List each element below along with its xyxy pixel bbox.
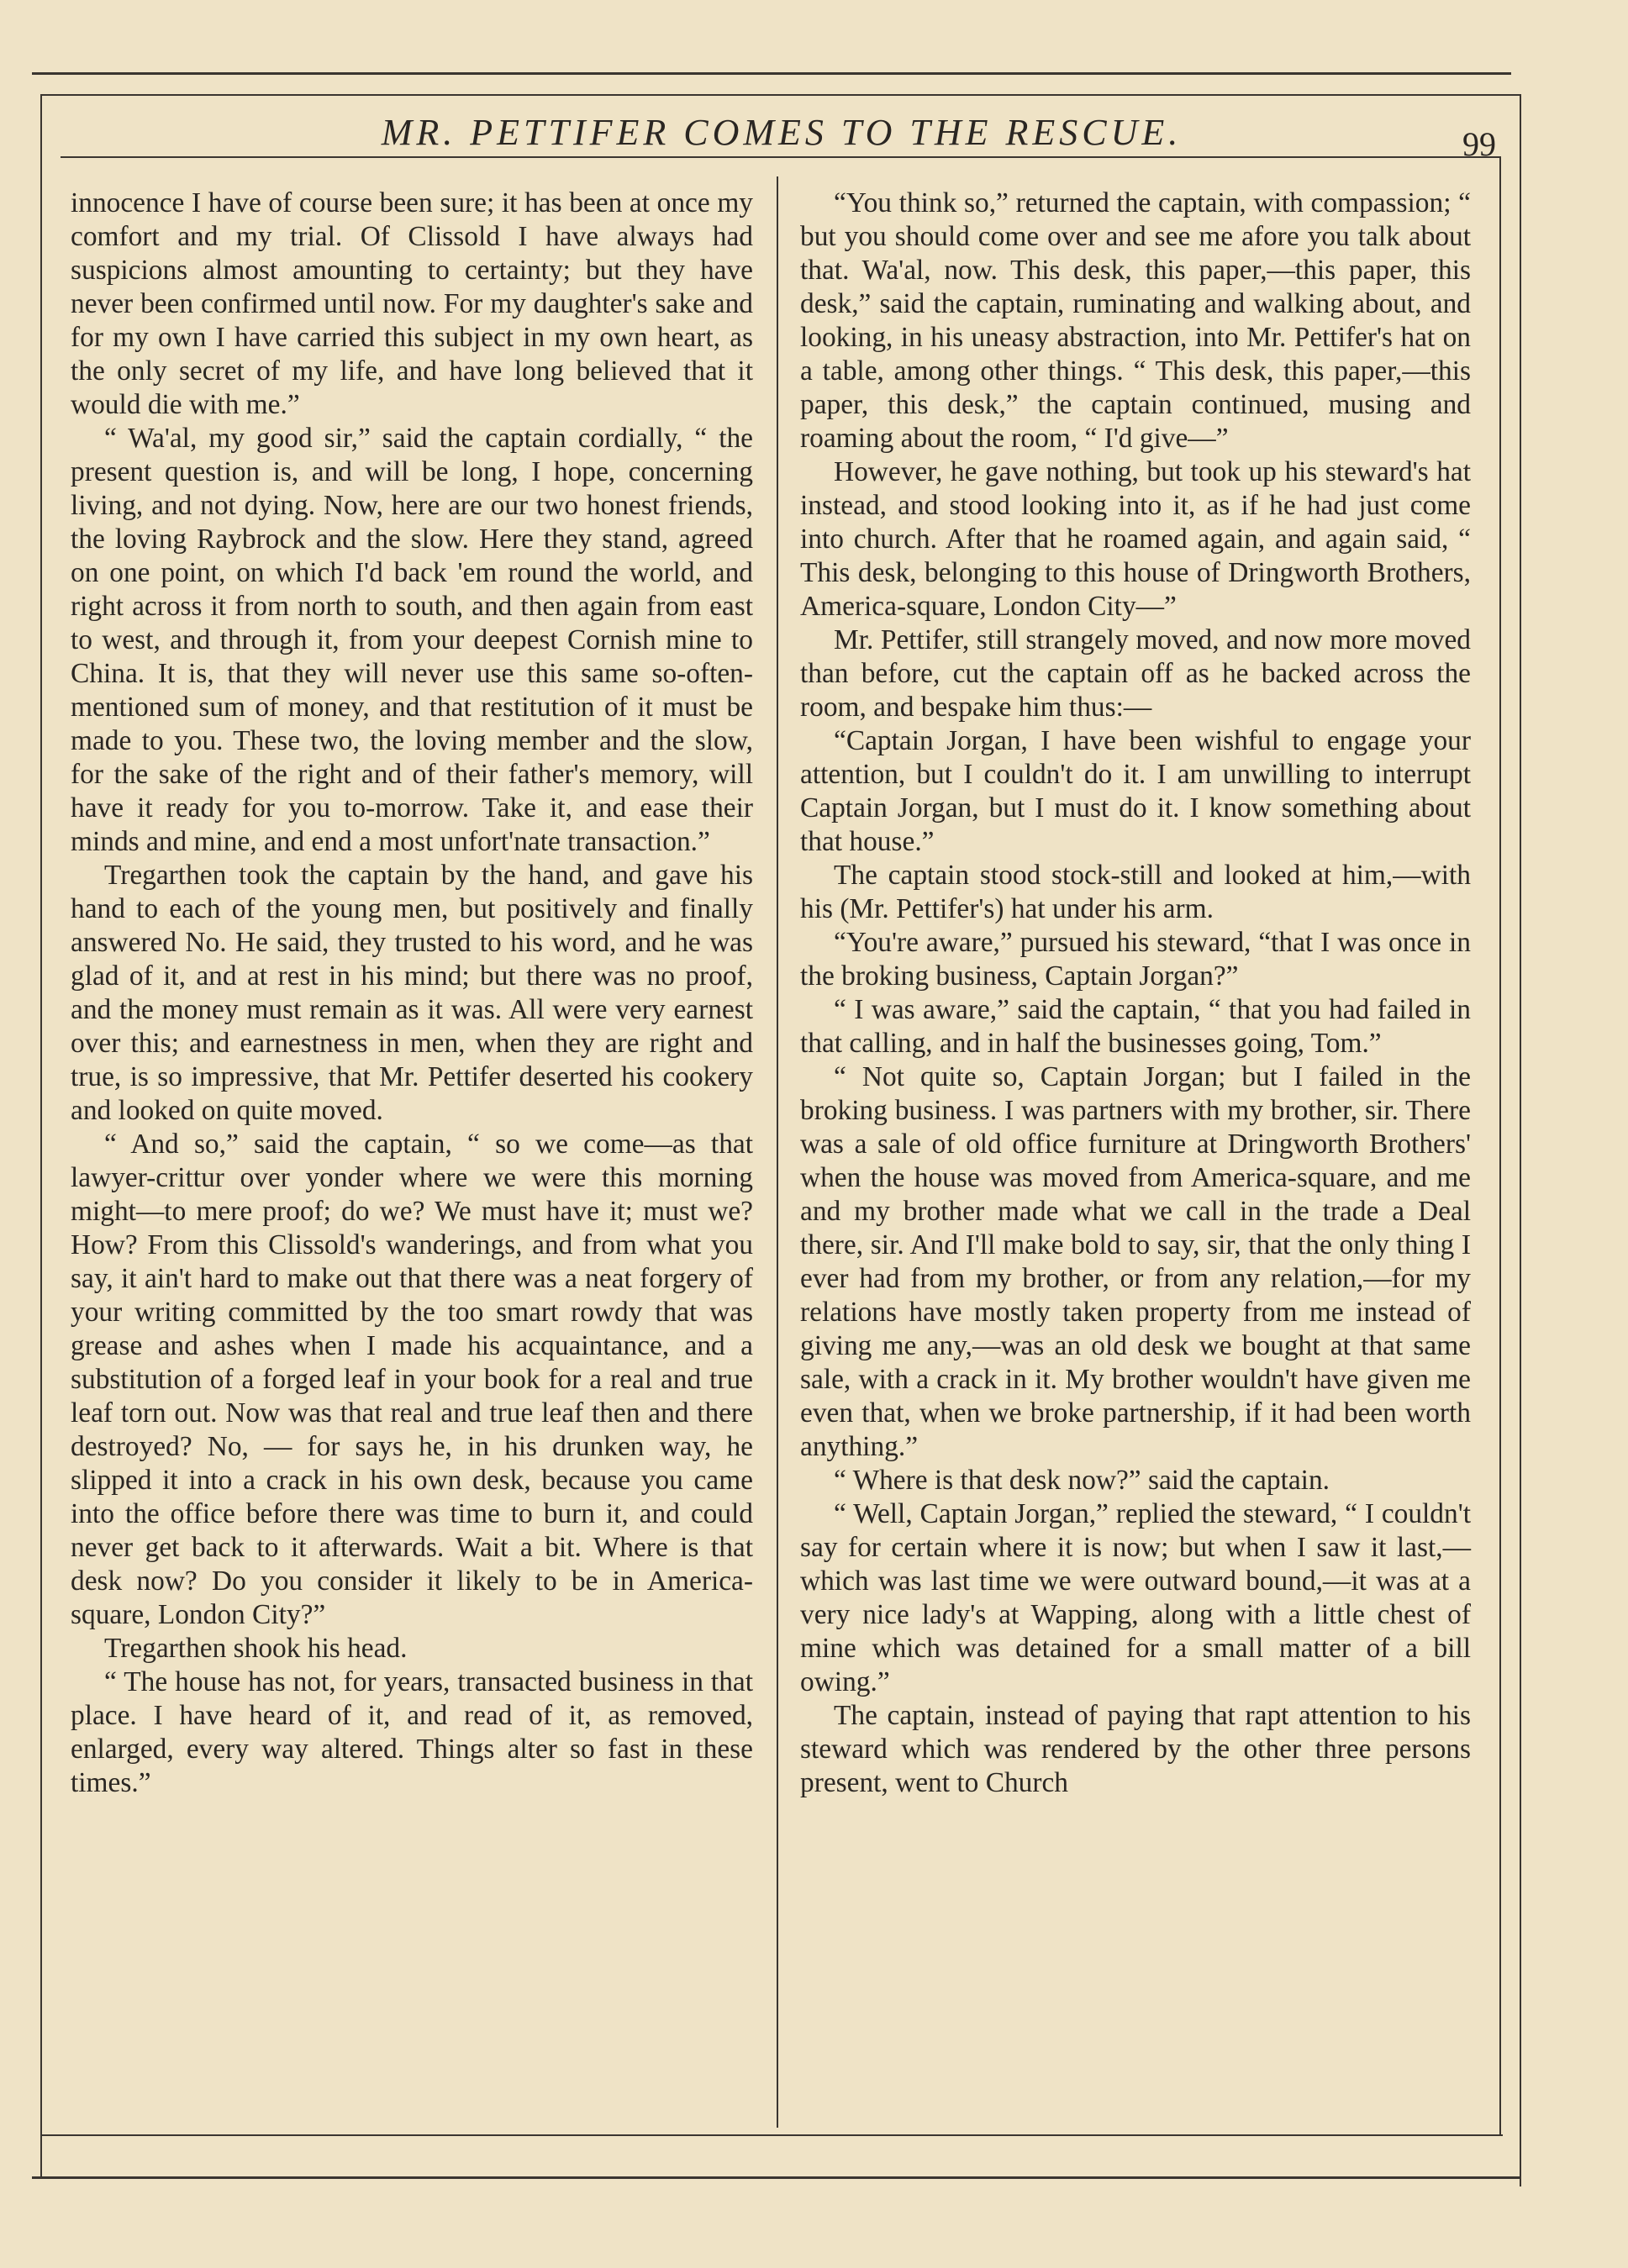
paragraph: innocence I have of course been sure; it has been at once my comfort and my trial. Of Clissold I have always had suspicions almost amounting to certainty; but they have never been confirmed until now. For my daughter's sake and for my own I have carried this subject in my own heart, as the only secret of my life, and have long believed that it would die with me.”: [71, 187, 753, 420]
frame-rule-left: [40, 94, 42, 2176]
paragraph: “ And so,” said the captain, “ so we come—as that lawyer-crittur over yonder where we were this morning might—to mere proof; do we? We must have it; must we? How? From this Clissold's wanderings, and from what you say, it ain't hard to make out that there was a neat forgery of your writing committed by the too smart rowdy that was grease and ashes when I made his acquaintance, and a substitution of a forged leaf in your book for a real and true leaf torn out. Now was that real and true leaf then and there destroyed? No, — for says he, in his drunken way, he slipped it into a crack in his own desk, because you came into the office before there was time to burn it, and could never get back to it afterwards. Wait a bit. Where is that desk now? Do you consider it likely to be in America-square, London City?”: [71, 1129, 753, 1630]
left-column: [71, 187, 753, 1800]
paragraph: “ The house has not, for years, transacted business in that place. I have heard of it, and read of it, as removed, enlarged, every way altered. Things alter so fast in these times.”: [71, 1666, 753, 1798]
paragraph: The captain, instead of paying that rapt attention to his steward which was rendered by the other three persons present, went to Church: [800, 1700, 1471, 1798]
paragraph: “Captain Jorgan, I have been wishful to engage your attention, but I couldn't do it. I am unwilling to interrupt Captain Jorgan, but I must do it. I know something about that house.”: [800, 725, 1471, 857]
footer-rule-outer: [32, 2176, 1521, 2179]
paragraph: “ Wa'al, my good sir,” said the captain cordially, “ the present question is, and will be long, I hope, concerning living, and not dying. Now, here are our two honest friends, the loving Raybrock and the slow. Here they stand, agreed on one point, on which I'd back 'em round the world, and right across it from north to south, and then again from east to west, and through it, from your deepest Cornish mine to China. It is, that they will never use this same so-often-mentioned sum of money, and that restitution of it must be made to you. These two, the loving member and the slow, for the sake of the right and of their father's memory, will have it ready for you to-morrow. Take it, and ease their minds and mine, and end a most unfort'nate transaction.”: [71, 423, 753, 857]
paragraph: “ Where is that desk now?” said the captain.: [834, 1465, 1330, 1496]
frame-rule-right-outer: [1520, 94, 1521, 2186]
paragraph: Tregarthen took the captain by the hand, and gave his hand to each of the young men, but positively and finally answered No. He said, they trusted to his word, and he was glad of it, and at rest in his mind; but there was no proof, and the money must remain as it was. All were very earnest over this; and earnestness in men, when they are right and true, is so impressive, that Mr. Pettifer deserted his cookery and looked on quite moved.: [71, 860, 753, 1126]
page-number: 99: [1462, 125, 1496, 163]
running-title: MR. PETTIFER COMES TO THE RESCUE.: [381, 112, 1183, 153]
frame-rule-right-inner: [1499, 156, 1501, 2134]
paragraph: “You're aware,” pursued his steward, “that I was once in the broking business, Captain Jorgan?”: [800, 927, 1471, 992]
right-column: [800, 187, 1471, 1800]
paragraph: However, he gave nothing, but took up his steward's hat instead, and stood looking into it, as if he had just come into church. After that he roamed again, and again said, “ This desk, belonging to this house of Dringworth Brothers, America-square, London City—”: [800, 456, 1471, 622]
paragraph: “You think so,” returned the captain, with compassion; “ but you should come over and see me afore you talk about that. Wa'al, now. This desk, this paper,—this paper, this desk,” said the captain, ruminating and walking about, and looking, in his uneasy abstraction, into Mr. Pettifer's hat on a table, among other things. “ This desk, this paper,—this paper, this desk,” the captain continued, musing and roaming about the room, “ I'd give—”: [800, 187, 1471, 454]
paragraph: Mr. Pettifer, still strangely moved, and now more moved than before, cut the captain off as he backed across the room, and bespake him thus:—: [800, 624, 1471, 723]
paragraph: Tregarthen shook his head.: [104, 1633, 408, 1664]
header-rule: [61, 156, 1501, 158]
frame-rule-top-outer: [32, 72, 1511, 75]
paragraph: The captain stood stock-still and looked at him,—with his (Mr. Pettifer's) hat under his arm.: [800, 860, 1471, 924]
frame-rule-top-inner: [40, 94, 1521, 96]
footer-rule-inner: [40, 2134, 1503, 2136]
column-divider: [777, 176, 778, 2128]
paragraph: “ I was aware,” said the captain, “ that you had failed in that calling, and in half the businesses going, Tom.”: [800, 994, 1471, 1059]
paragraph: “ Well, Captain Jorgan,” replied the steward, “ I couldn't say for certain where it is now; but when I saw it last,—which was last time we were outward bound,—it was at a very nice lady's at Wapping, along with a little chest of mine which was detained for a small matter of a bill owing.”: [800, 1498, 1471, 1697]
paragraph: “ Not quite so, Captain Jorgan; but I failed in the broking business. I was partners with my brother, sir. There was a sale of old office furniture at Dringworth Brothers' when the house was moved from America-square, and me and my brother made what we call in the trade a Deal there, sir. And I'll make bold to say, sir, that the only thing I ever had from my brother, or from any relation,—for my relations have mostly taken property from me instead of giving me any,—was an old desk we bought at that same sale, with a crack in it. My brother wouldn't have given me even that, when we broke partnership, if it had been worth anything.”: [800, 1061, 1471, 1462]
